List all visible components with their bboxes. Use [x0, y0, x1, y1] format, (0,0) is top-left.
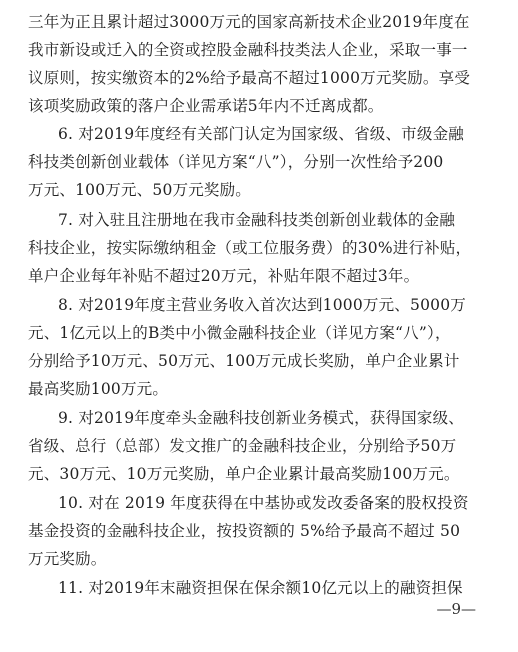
paragraph-9-line: 9. 对2019年度牵头金融科技创新业务模式，获得国家级、	[58, 409, 464, 427]
text-line: 万元奖励。	[28, 550, 107, 568]
page-number: —9—	[436, 600, 476, 618]
text-line: 我市新设或迁入的全资或控股金融科技类法人企业，采取一事一	[28, 41, 468, 59]
text-line: 该项奖励政策的落户企业需承诺5年内不迁离成都。	[28, 97, 384, 115]
text-line: 单户企业每年补贴不超过20万元，补贴年限不超过3年。	[28, 267, 420, 285]
text-line: 科技类创新创业载体（详见方案“八”），分别一次性给予200	[28, 153, 444, 171]
text-line: 元、1亿元以上的B类中小微金融科技企业（详见方案“八”），	[28, 324, 451, 342]
paragraph-7-line: 7. 对入驻且注册地在我市金融科技类创新创业载体的金融	[58, 211, 456, 229]
paragraph-10-line: 10. 对在 2019 年度获得在中基协或发改委备案的股权投资	[58, 494, 469, 512]
text-line: 分别给予10万元、50万元、100万元成长奖励，单户企业累计	[28, 352, 460, 370]
paragraph-11-line: 11. 对2019年末融资担保在保余额10亿元以上的融资担保	[58, 579, 463, 597]
paragraph-8-line: 8. 对2019年度主营业务收入首次达到1000万元、5000万	[58, 296, 466, 314]
text-line: 万元、100万元、50万元奖励。	[28, 181, 252, 199]
text-line: 三年为正且累计超过3000万元的国家高新技术企业2019年度在	[28, 13, 470, 31]
paragraph-6-line: 6. 对2019年度经有关部门认定为国家级、省级、市级金融	[58, 125, 464, 143]
text-line: 省级、总行（总部）发文推广的金融科技企业，分别给予50万	[28, 437, 457, 455]
text-line: 科技企业，按实际缴纳租金（或工位服务费）的30%进行补贴，	[28, 239, 472, 257]
text-line: 基金投资的金融科技企业，按投资额的 5%给予最高不超过 50	[28, 522, 461, 540]
text-line: 议原则，按实缴资本的2%给予最高不超过1000万元奖励。享受	[28, 69, 471, 87]
text-line: 最高奖励100万元。	[28, 380, 169, 398]
text-line: 元、30万元、10万元奖励，单户企业累计最高奖励100万元。	[28, 465, 460, 483]
